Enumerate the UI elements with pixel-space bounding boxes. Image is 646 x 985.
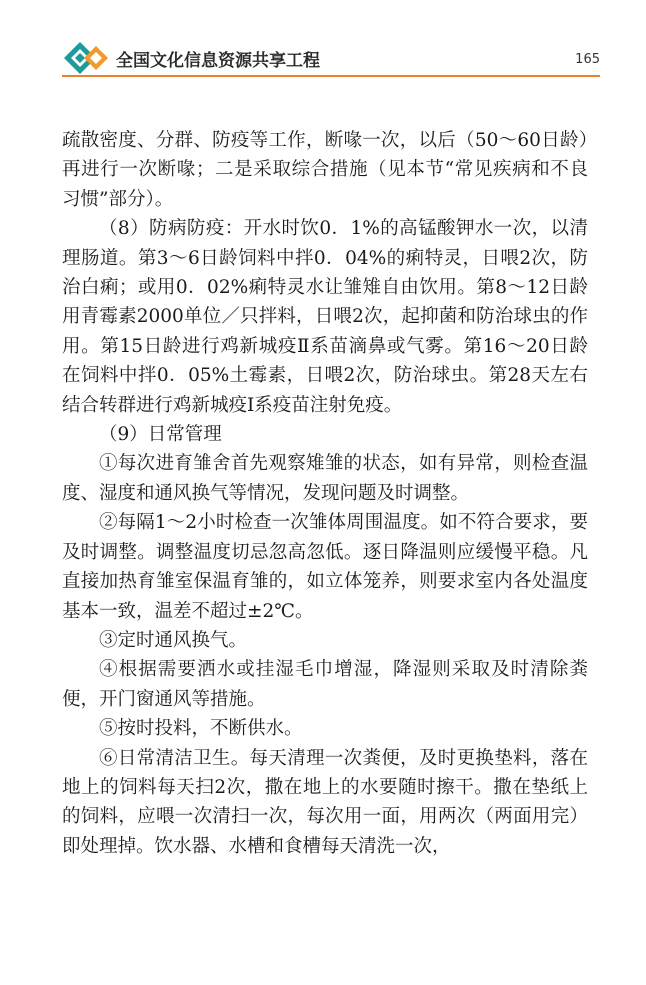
paragraph-item-3: ③定时通风换气。 xyxy=(99,629,248,651)
paragraph-continuation: 疏散密度、分群、防疫等工作，断喙一次，以后（50～60日龄）再进行一次断喙；二是采取综合措施（见本节“常见疾病和不良习惯”部分）。 xyxy=(62,130,588,210)
page-number: 165 xyxy=(575,52,600,67)
header-divider xyxy=(62,75,600,77)
body-text xyxy=(62,126,588,861)
page-header xyxy=(0,0,646,80)
diamond-logo-icon xyxy=(62,40,112,76)
paragraph-item-5: ⑤按时投料，不断供水。 xyxy=(99,718,303,740)
paragraph-disease-prevention: （8）防病防疫：开水时饮0．1%的高锰酸钾水一次，以清理肠道。第3～6日龄饲料中拌0．04%的痢特灵，日喂2次，防治白痢；或用0．02%痢特灵水让雏雉自由饮用。第8～12日龄用青霉素2000单位／只拌料，日喂2次，起抑菌和防治球虫的作用。第15日龄进行鸡新城疫Ⅱ系苗滴鼻或气雾。第16～20日龄在饲料中拌0．05%土霉素，日喂2次，防治球虫。第28天左右结合转群进行鸡新城疫Ⅰ系疫苗注射免疫。 xyxy=(62,218,588,416)
paragraph-item-6: ⑥日常清洁卫生。每天清理一次粪便，及时更换垫料，落在地上的饲料每天扫2次，撒在地上的水要随时擦干。撒在垫纸上的饲料，应喂一次清扫一次，每次用一面，用两次（两面用完）即处理掉。饮水器、水槽和食槽每天清洗一次， xyxy=(62,747,588,857)
paragraph-item-1: ①每次进育雏舍首先观察雉雏的状态，如有异常，则检查温度、湿度和通风换气等情况，发现问题及时调整。 xyxy=(62,453,588,504)
header-title: 全国文化信息资源共享工程 xyxy=(116,51,320,71)
section-heading-daily-management: （9）日常管理 xyxy=(99,424,222,446)
paragraph-item-2: ②每隔1～2小时检查一次雏体周围温度。如不符合要求，要及时调整。调整温度切忌忽高忽低。逐日降温则应缓慢平稳。凡直接加热育雏室保温育雏的，如立体笼养，则要求室内各处温度基本一致，温差不超过±2℃。 xyxy=(62,512,588,622)
paragraph-item-4: ④根据需要洒水或挂湿毛巾增湿，降湿则采取及时清除粪便，开门窗通风等措施。 xyxy=(62,659,588,710)
